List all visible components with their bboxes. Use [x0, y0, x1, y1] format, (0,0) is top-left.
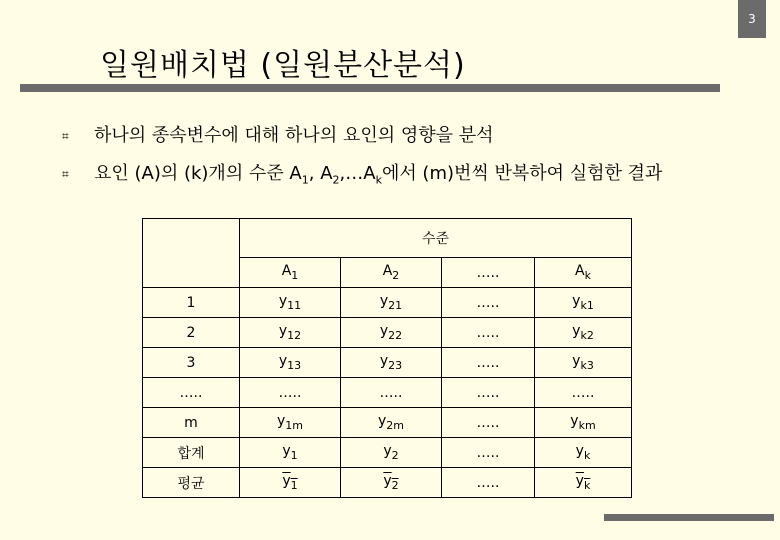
- table-column-header: [341, 258, 442, 288]
- cell-base: y: [278, 293, 288, 310]
- table-cell: [341, 288, 442, 318]
- table-cell: [341, 468, 442, 498]
- cell-subscript: 22: [388, 328, 403, 342]
- table-cell: [535, 348, 632, 378]
- table-cell: [535, 318, 632, 348]
- table-cell: [535, 438, 632, 468]
- cell-subscript: k1: [580, 298, 594, 312]
- table-cell: [341, 408, 442, 438]
- table-row-label: m: [143, 408, 240, 438]
- cell-subscript: 23: [388, 358, 403, 372]
- cell-base: y: [379, 323, 389, 340]
- table-row-label: 평균: [143, 468, 240, 498]
- table-cell: [341, 318, 442, 348]
- cell-subscript: 2: [392, 268, 400, 282]
- table-row: [143, 288, 632, 318]
- cell-base: A: [281, 263, 292, 280]
- table-cell: [341, 348, 442, 378]
- bullet-text-1: 하나의 종속변수에 대해 하나의 요인의 영향을 분석: [94, 125, 494, 146]
- table-row: [143, 468, 632, 498]
- cell-subscript: 1m: [285, 418, 303, 432]
- table-cell: [240, 318, 341, 348]
- bullet-text-2-part3: ,…A: [339, 163, 376, 184]
- levels-table: [142, 218, 632, 498]
- cell-base: A: [382, 263, 393, 280]
- cell-base: A: [575, 263, 585, 280]
- table-cell: …..: [341, 378, 442, 408]
- cell-subscript: 1: [291, 268, 299, 282]
- page-title: 일원배치법 (일원분산분석): [100, 48, 466, 83]
- cell-subscript: 2: [391, 448, 399, 462]
- table-header-group-row: [143, 219, 632, 258]
- table-cell: …..: [442, 468, 535, 498]
- table-cell: …..: [442, 408, 535, 438]
- cell-subscript: k: [583, 478, 591, 492]
- cell-base: y: [276, 413, 286, 430]
- bullet-hash-icon: ⌗: [62, 167, 69, 181]
- table-cell: …..: [442, 348, 535, 378]
- cell-subscript: k: [583, 448, 591, 462]
- table-cell: …..: [442, 438, 535, 468]
- bullet-text-2: [94, 163, 663, 187]
- table-row-label: 3: [143, 348, 240, 378]
- cell-base: y: [572, 353, 581, 370]
- table-row: [143, 348, 632, 378]
- bullet-text-2-part1: 요인 (A)의 (k)개의 수준 A: [94, 163, 302, 184]
- table-cell: [240, 288, 341, 318]
- cell-base: y: [572, 293, 581, 310]
- page-number: 3: [738, 0, 766, 38]
- cell-subscript: 21: [388, 298, 403, 312]
- cell-base: y: [278, 323, 288, 340]
- table-row: [143, 378, 632, 408]
- table-row-label: 합계: [143, 438, 240, 468]
- bullet-hash-icon: ⌗: [62, 129, 69, 143]
- table-cell: [240, 438, 341, 468]
- cell-base: y: [383, 473, 392, 490]
- table-column-header: …..: [442, 258, 535, 288]
- table-cell: …..: [442, 378, 535, 408]
- bullet-item-2: [62, 162, 722, 193]
- bottom-rule: [604, 514, 774, 521]
- cell-base: y: [278, 353, 288, 370]
- table-row: [143, 438, 632, 468]
- table-cell: [341, 438, 442, 468]
- cell-subscript: 11: [287, 298, 302, 312]
- mean-bar-value: [383, 473, 399, 492]
- cell-subscript: 1: [290, 478, 298, 492]
- cell-subscript: 2: [391, 478, 399, 492]
- table-cell: [535, 408, 632, 438]
- cell-base: y: [379, 353, 389, 370]
- table-cell: [240, 348, 341, 378]
- table-cell: …..: [442, 318, 535, 348]
- cell-base: y: [572, 323, 581, 340]
- table-corner-cell: [143, 219, 240, 288]
- cell-subscript: km: [578, 418, 596, 432]
- table-row-label: 1: [143, 288, 240, 318]
- cell-base: y: [570, 413, 579, 430]
- table-row-label: 2: [143, 318, 240, 348]
- table-cell: …..: [535, 378, 632, 408]
- bullet-text-2-part4: 에서 (m)번씩 반복하여 실험한 결과: [381, 163, 663, 184]
- bullet-text-2-part2: , A: [308, 163, 333, 184]
- table-cell: …..: [442, 288, 535, 318]
- table-row-label: …..: [143, 378, 240, 408]
- table-cell: [240, 468, 341, 498]
- table-cell: [240, 408, 341, 438]
- mean-bar-value: [575, 473, 591, 492]
- mean-bar-value: [282, 473, 298, 492]
- cell-base: y: [379, 293, 389, 310]
- bullet-text-2-sub1: 1: [301, 173, 309, 187]
- cell-subscript: 13: [287, 358, 302, 372]
- levels-table-body: [143, 219, 632, 498]
- cell-base: y: [575, 443, 584, 460]
- table-row: [143, 408, 632, 438]
- cell-subscript: k: [584, 268, 591, 282]
- cell-base: y: [282, 443, 291, 460]
- table-header-group: 수준: [240, 219, 632, 258]
- cell-base: y: [282, 473, 291, 490]
- cell-base: y: [383, 443, 392, 460]
- cell-subscript: 1: [290, 448, 298, 462]
- table-cell: …..: [240, 378, 341, 408]
- table-row: [143, 318, 632, 348]
- table-cell: [535, 288, 632, 318]
- bullet-text-2-sub2: 2: [332, 173, 340, 187]
- cell-base: y: [377, 413, 387, 430]
- table-column-header: [535, 258, 632, 288]
- cell-subscript: k3: [580, 358, 594, 372]
- cell-base: y: [575, 473, 584, 490]
- table-cell: [535, 468, 632, 498]
- bullet-text-2-sub3: k: [375, 173, 382, 187]
- cell-subscript: k2: [580, 328, 594, 342]
- title-underline: [20, 84, 720, 92]
- cell-subscript: 12: [287, 328, 302, 342]
- cell-subscript: 2m: [386, 418, 404, 432]
- bullet-item-1: [62, 124, 493, 148]
- table-column-header: [240, 258, 341, 288]
